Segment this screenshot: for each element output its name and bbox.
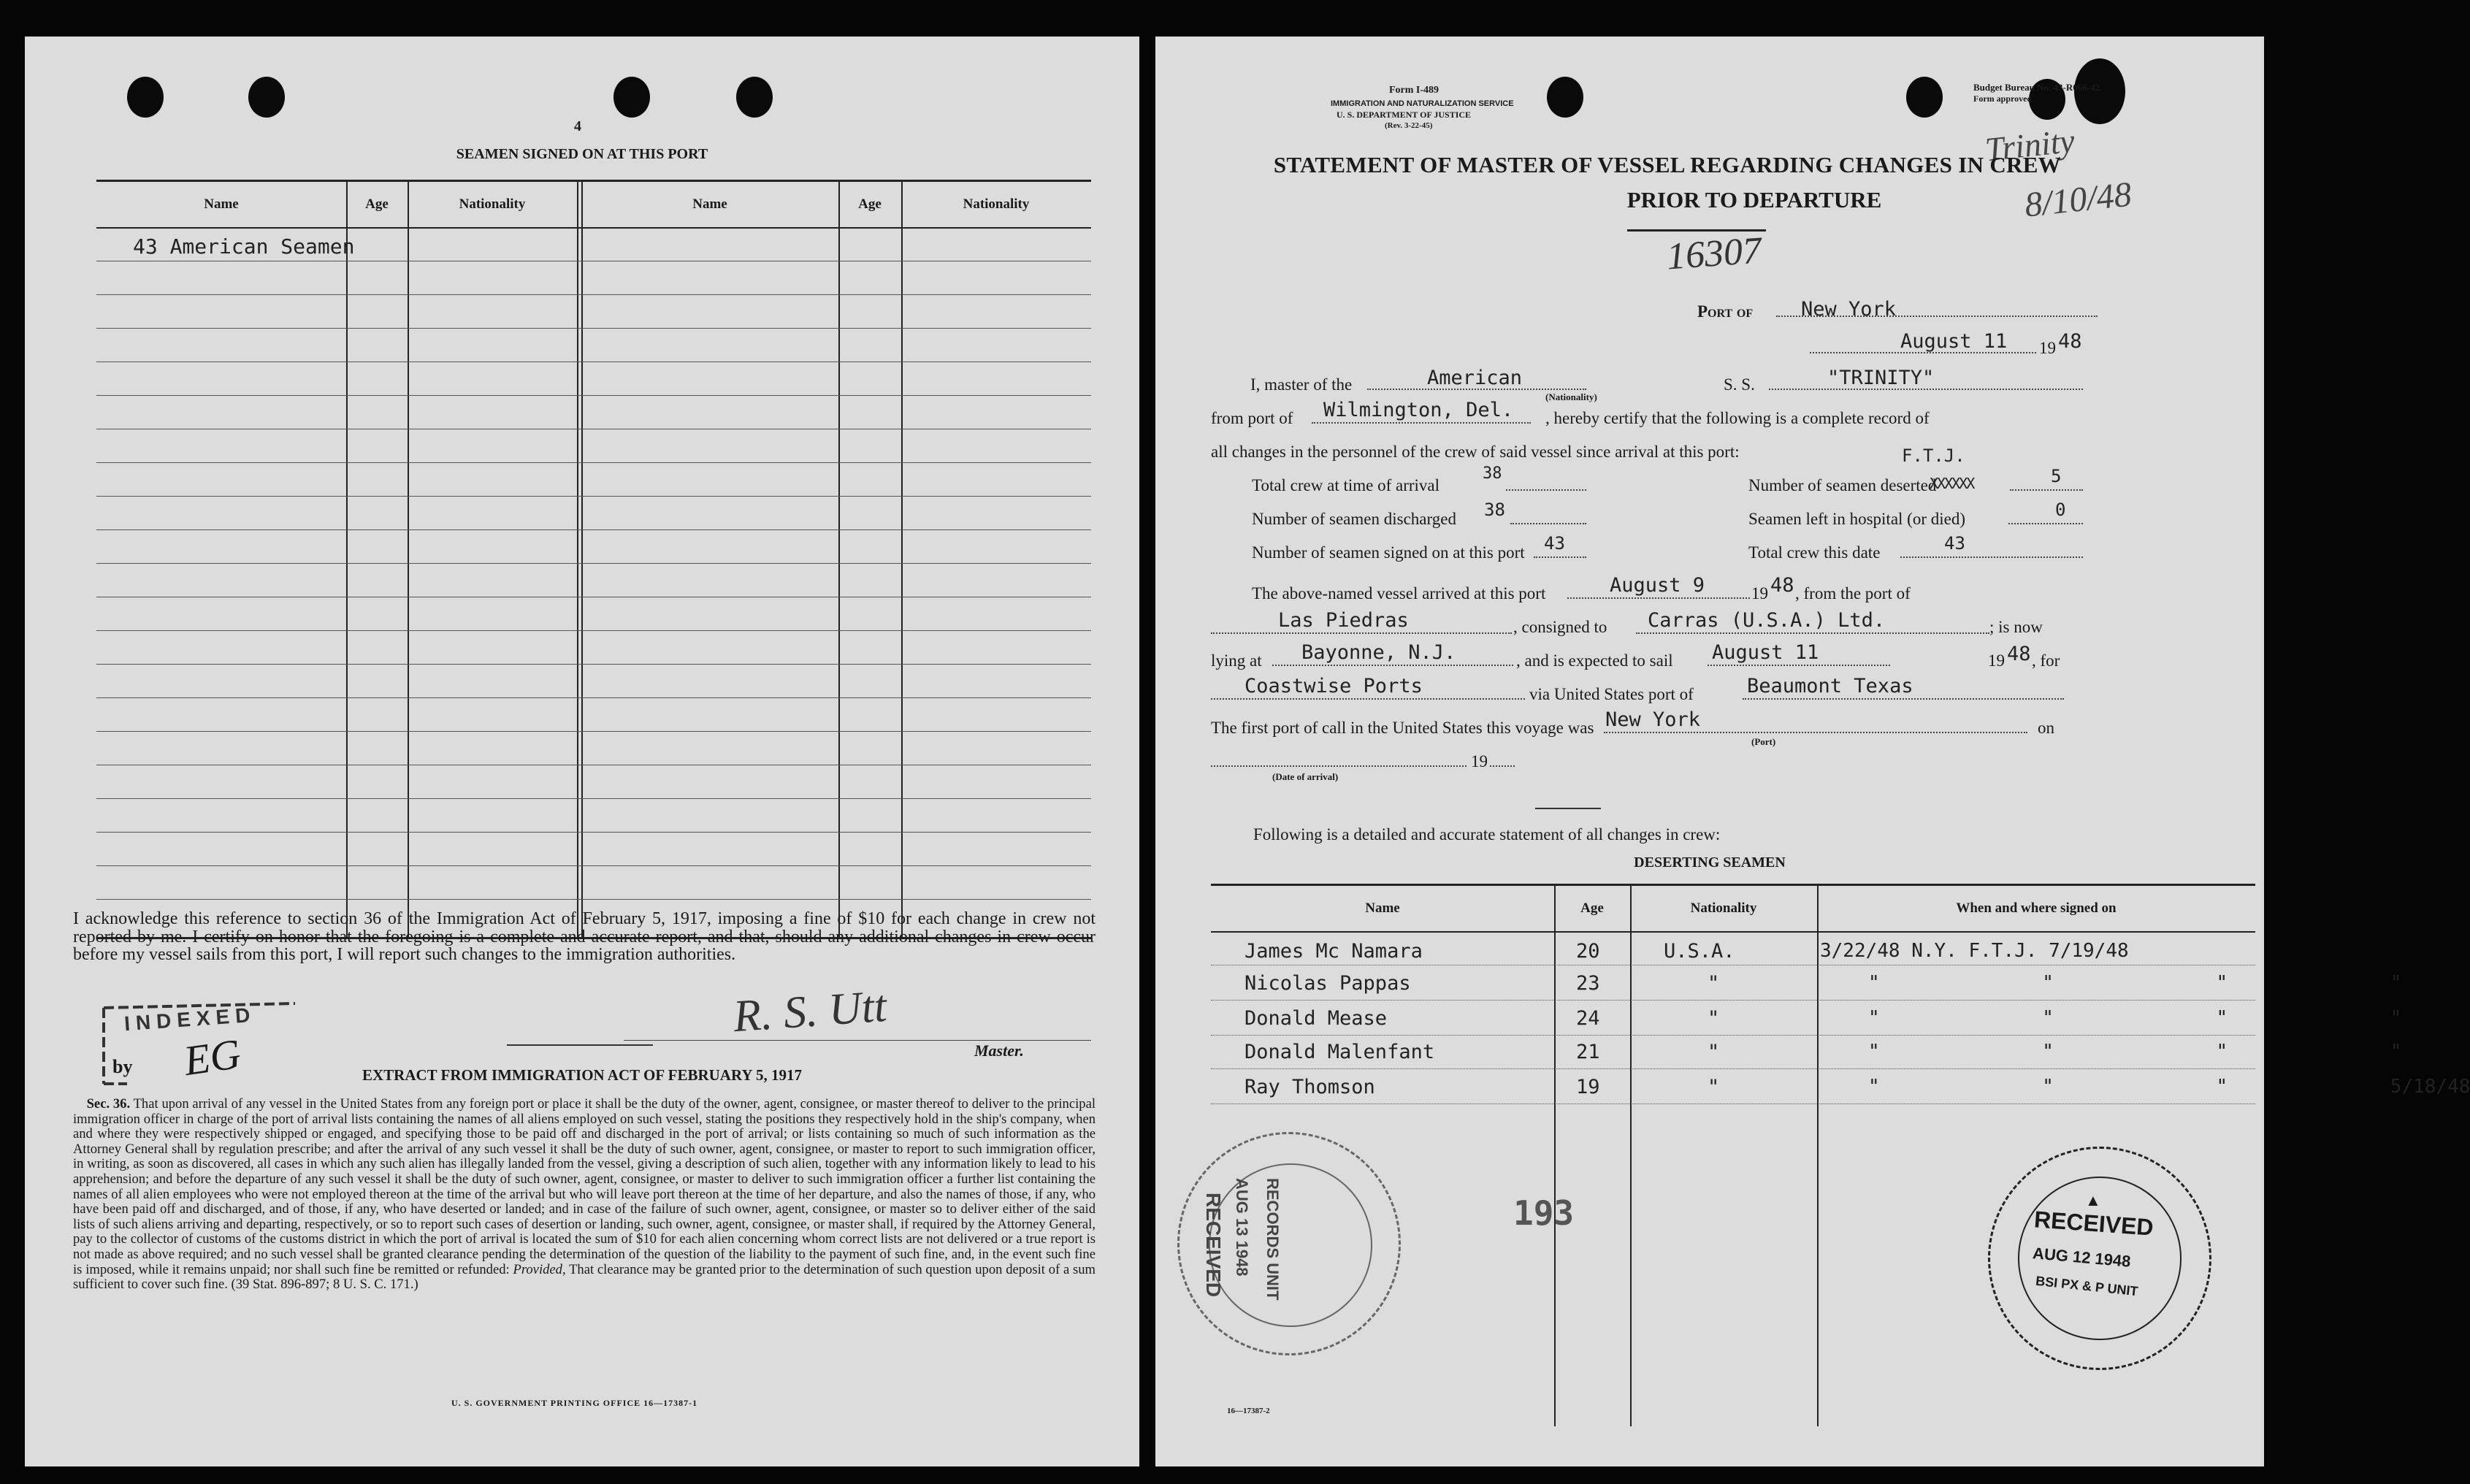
- agency-line: U. S. DEPARTMENT OF JUSTICE: [1337, 110, 1472, 120]
- overtyped-word: XXXXXX: [1930, 475, 1974, 492]
- consignee-value: Carras (U.S.A.) Ltd.: [1648, 609, 1886, 632]
- records-unit-stamp: RECORDS UNIT AUG 13 1948 RECEIVED: [1177, 1132, 1401, 1355]
- vessel-name: "TRINITY": [1827, 367, 1935, 389]
- destination-value: Coastwise Ports: [1244, 675, 1423, 697]
- up-arrow-icon: ▲: [2085, 1191, 2101, 1209]
- agency-line: IMMIGRATION AND NATURALIZATION SERVICE: [1331, 99, 1514, 108]
- extract-text: Sec. 36. That upon arrival of any vessel in the United States from any foreign port or place it shall be the duty of the owner, agent, consignee, or master thereof to deliver to the principal immigration officer in charge of the port of arrival lists containing the names of all aliens employed on such vessel, stating the positions they respectively hold in the ship's company, when and where they were respectively shipped or engaged, and specifying those to be paid off and discharged in the port of arrival; or lists containing so much of such information as the Attorney General shall by regulation prescribe; and after the arrival of any such vessel it shall be the duty of such owner, agent, consignee, or master to report to such immigration officer, in writing, as soon as discovered, all cases in which any such alien has illegally landed from the vessel, giving a description of such alien, together with any information likely to lead to his apprehension; and before the departure of any such vessel it shall be the duty of such owner, agent, consignee, or master to deliver to such immigration officer a further list containing the names of all alien employees who were not employed thereon at the time of the arrival but who will leave port thereon at the time of her departure, and also the names of those, if any, who have been paid off and discharged, and of those, if any, who have deserted or landed; and in case of the failure of such owner, agent, consignee, or master so to deliver either of the said lists of such aliens arriving and departing, respectively, or so to report such cases of desertion or landing, such owner, agent, consignee, or master shall, if required by the Attorney General, pay to the collector of customs of the customs district in which the port of arrival is located the sum of $10 for each alien concerning whom correct lists are not delivered or a true report is not made as above required; and no such vessel shall be granted clearance pending the determination of the question of the liability to the payment of such fine, and, in the event such fine is imposed, while it remains unpaid; nor shall such fine be remitted or refunded: Provided, That clearance may be granted prior to the determination of such question upon deposit of a sum sufficient to cover such fine. (39 Stat. 896-897; 8 U. S. C. 171.): [73, 1096, 1096, 1293]
- column-header: Age: [1580, 900, 1604, 916]
- seamen-table: [96, 180, 1091, 939]
- section-title: SEAMEN SIGNED ON AT THIS PORT: [456, 146, 708, 162]
- nationality-value: American: [1427, 367, 1523, 389]
- budget-bureau: Budget Bureau No. 43-R066-42.: [1973, 82, 2103, 93]
- first-port-value: New York: [1605, 708, 1701, 731]
- column-header: Nationality: [1690, 900, 1757, 916]
- revision: (Rev. 3-22-45): [1385, 121, 1433, 130]
- form-footer: 16—17387-2: [1227, 1407, 1270, 1415]
- handwritten-vessel: Trinity: [1983, 121, 2077, 169]
- column-header: Nationality: [459, 196, 526, 212]
- punch-hole: [736, 77, 773, 118]
- punch-hole: [613, 77, 650, 118]
- arrived-year-value: 48: [1770, 574, 1794, 597]
- master-signature: R. S. Utt: [731, 981, 889, 1042]
- column-header: When and where signed on: [1956, 900, 2117, 916]
- punch-hole: [248, 77, 285, 118]
- punch-hole: [127, 77, 164, 118]
- lying-at-value: Bayonne, N.J.: [1301, 641, 1456, 664]
- column-header: Nationality: [963, 196, 1030, 212]
- master-label: Master.: [974, 1041, 1024, 1060]
- first-row-text: 43 American Seamen: [133, 234, 355, 259]
- right-page: Form I-489 IMMIGRATION AND NATURALIZATION SERVICE U. S. DEPARTMENT OF JUSTICE (Rev. 3-22-45) Budget Bureau No. 43-R066-42. Form approved. Trinity 8/10/48 STATEMENT OF MASTER OF VESSEL REGARDING CHANGES IN CREW PRIOR TO DEPARTURE 16307 Port of New York August 11 19 48 I, master of the American S. S. "TRINITY" (Nationality) from port of Wilmington, Del. , hereby certify that the following is a complete record of all changes in the personnel of the crew of said vessel since arrival at this port: F.T.J. Total crew at time of arrival 38 Number of seamen deserted XXXXXX 5 Number of seamen discharged 38 Seamen left in hospital (or died) 0 Number of seamen signed on at this port 43 Total crew this date 43 The above-named vessel arrived at this port August 9 19 48 , from the port of Las Piedras , consigned to Carras (U.S.A.) Ltd. ; is now lying at Bayonne, N.J. , and is expected to sail August 11 19 48 , for Coastwise Ports via United States port of Beaumont Texas The first port of call in the United States this voyage was New York on (Port) 19 (Date of arrival) Following is a detailed and accurate statement of all changes in crew: DESERTING SEAMEN Name Age Nationality When and where signed on James Mc Namara 20 U.S.A. 3/22/48 N.Y. F.T.J. 7/19/48 Nicolas Pappas 23 " " " " " Donald Mease 24 " " " " " Donald Malenfant 21 " " " " " Ray Thomson 19 " " " " 5/18/48 193 RECORDS UNIT AUG 13 1948 RECEIVED ▲ RECEIVED AUG 12 1948 BSI PX & P UNIT 16—17387-2: [1155, 37, 2264, 1466]
- column-header: Name: [692, 196, 727, 212]
- year-value: 48: [2058, 330, 2082, 353]
- form-subtitle: PRIOR TO DEPARTURE: [1626, 187, 1882, 213]
- column-header: Name: [1365, 900, 1400, 916]
- from-port-value: Wilmington, Del.: [1323, 399, 1514, 421]
- column-header: Name: [204, 196, 239, 212]
- hospital-value: 0: [2055, 500, 2066, 520]
- ftj-note: F.T.J.: [1902, 445, 1965, 466]
- handwritten-date: 8/10/48: [2022, 175, 2134, 225]
- arrived-date-value: August 9: [1610, 574, 1705, 597]
- form-title: STATEMENT OF MASTER OF VESSEL REGARDING CHANGES IN CREW: [1273, 152, 2061, 177]
- form-approved: Form approved.: [1973, 93, 2035, 104]
- extract-title: EXTRACT FROM IMMIGRATION ACT OF FEBRUARY 5, 1917: [362, 1066, 803, 1084]
- gpo-footer: U. S. GOVERNMENT PRINTING OFFICE 16—17387-1: [451, 1398, 698, 1408]
- from-the-port-value: Las Piedras: [1278, 609, 1409, 632]
- total-arrival-value: 38: [1483, 464, 1502, 483]
- deserted-value: 5: [2051, 466, 2062, 486]
- punch-hole: [1547, 77, 1583, 118]
- total-date-value: 43: [1944, 533, 1965, 554]
- discharged-value: 38: [1484, 500, 1505, 520]
- stamp-number: 193: [1513, 1193, 1575, 1233]
- form-number: Form I-489: [1389, 85, 1439, 96]
- left-page: [25, 37, 1139, 1466]
- port-value: New York: [1801, 298, 1897, 321]
- acknowledgment-text: I acknowledge this reference to section 36 of the Immigration Act of February 5, 1917, imposing a fine of $10 for each change in crew not reported by me. I certify on honor that the foregoing is a complete and accurate report, and that, should any additional changes in crew occur before my vessel sails from this port, I will report such changes to the immigration authorities.: [73, 909, 1096, 964]
- column-header: Age: [365, 196, 389, 212]
- sail-date-value: August 11: [1712, 641, 1819, 664]
- deserting-title: DESERTING SEAMEN: [1634, 854, 1786, 871]
- date-value: August 11: [1900, 330, 2008, 353]
- indexed-stamp: INDEXED by EG: [98, 999, 310, 1090]
- column-header: Age: [858, 196, 882, 212]
- punch-hole: [1906, 77, 1943, 118]
- sail-year-value: 48: [2007, 643, 2031, 665]
- received-stamp: ▲ RECEIVED AUG 12 1948 BSI PX & P UNIT: [1988, 1147, 2211, 1370]
- handwritten-number: 16307: [1665, 229, 1763, 278]
- via-port-value: Beaumont Texas: [1747, 675, 1913, 697]
- signed-on-value: 43: [1544, 533, 1565, 554]
- deserters-table: Name Age Nationality When and where signed on James Mc Namara 20 U.S.A. 3/22/48 N.Y. F.T.J. 7/19/48 Nicolas Pappas 23 " " " " " Donald Mease 24 " " " " " Donald Malenfant 21 " " " " " Ray Thomson 19 " " " " 5/18/48: [1211, 884, 2255, 1426]
- page-number: 4: [574, 118, 581, 134]
- port-label: Port of: [1697, 302, 1754, 321]
